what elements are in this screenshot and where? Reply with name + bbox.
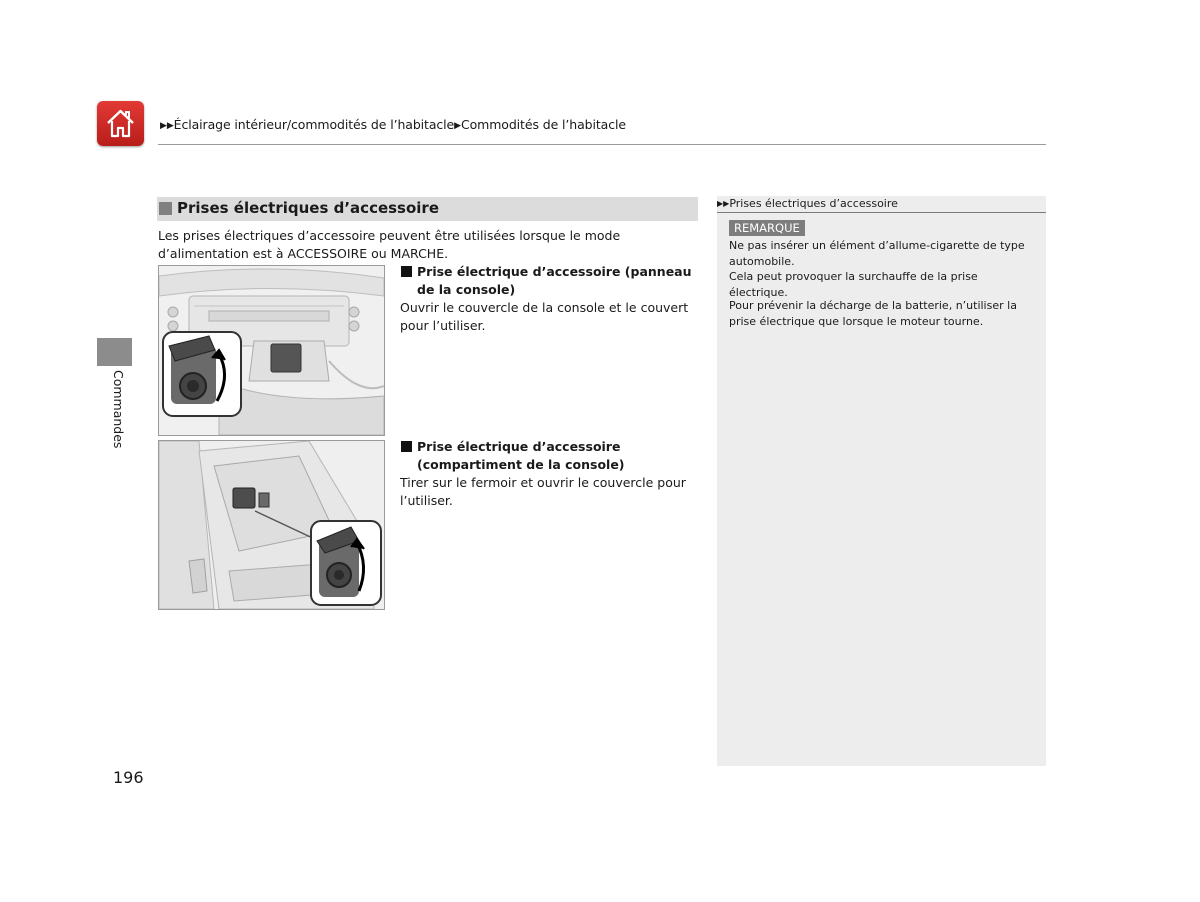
notes-remark-line-1: Ne pas insérer un élément d’allume-cigarette de type automobile.	[729, 239, 1025, 268]
notes-remark-line-2: Cela peut provoquer la surchauffe de la prise électrique.	[729, 270, 978, 299]
notes-remark-text	[729, 238, 1034, 300]
console-panel-outlet-text: Ouvrir le couvercle de la console et le couvert pour l’utiliser.	[400, 300, 689, 333]
breadcrumb-separator-icon: ▶	[454, 121, 461, 131]
heading-square-icon	[401, 441, 412, 452]
console-panel-outlet-title: Prise électrique d’accessoire (panneau de la console)	[417, 264, 692, 297]
header-divider	[158, 144, 1046, 145]
breadcrumb-arrows-icon: ▶▶	[160, 121, 174, 131]
chapter-tab-label: Commandes	[111, 370, 126, 449]
console-compartment-outlet-block	[400, 438, 698, 510]
notes-battery-text: Pour prévenir la décharge de la batterie, n’utiliser la prise électrique que lorsque le moteur tourne.	[729, 299, 1017, 328]
console-compartment-outlet-title: Prise électrique d’accessoire (compartiment de la console)	[417, 439, 625, 472]
section-intro: Les prises électriques d’accessoire peuvent être utilisées lorsque le mode d’alimentation est à ACCESSOIRE ou MARCHE.	[158, 228, 621, 261]
chapter-tab-marker[interactable]	[97, 338, 132, 366]
section-header	[157, 197, 698, 221]
section-title: Prises électriques d’accessoire	[177, 199, 440, 217]
home-icon	[105, 108, 136, 139]
console-compartment-outlet-text: Tirer sur le fermoir et ouvrir le couvercle pour l’utiliser.	[400, 475, 686, 508]
section-square-icon	[159, 202, 172, 215]
home-button[interactable]	[97, 101, 144, 146]
console-compartment-outlet-illustration	[158, 440, 385, 610]
notes-title-bar	[717, 196, 1046, 213]
breadcrumb	[160, 117, 626, 132]
console-panel-outlet-block	[400, 263, 698, 335]
notes-title: Prises électriques d’accessoire	[729, 197, 898, 210]
breadcrumb-section-link[interactable]: Éclairage intérieur/commodités de l’habitacle	[173, 117, 455, 132]
console-panel-outlet-illustration	[158, 265, 385, 436]
breadcrumb-page-link[interactable]: Commodités de l’habitacle	[460, 117, 626, 132]
notes-panel	[717, 196, 1046, 766]
remark-badge: REMARQUE	[729, 220, 805, 236]
page-number: 196	[113, 768, 144, 787]
heading-square-icon	[401, 266, 412, 277]
console-compartment-outlet-heading	[400, 438, 698, 474]
notes-arrow-icon: ▶▶	[717, 199, 730, 208]
console-panel-outlet-heading	[400, 263, 698, 299]
